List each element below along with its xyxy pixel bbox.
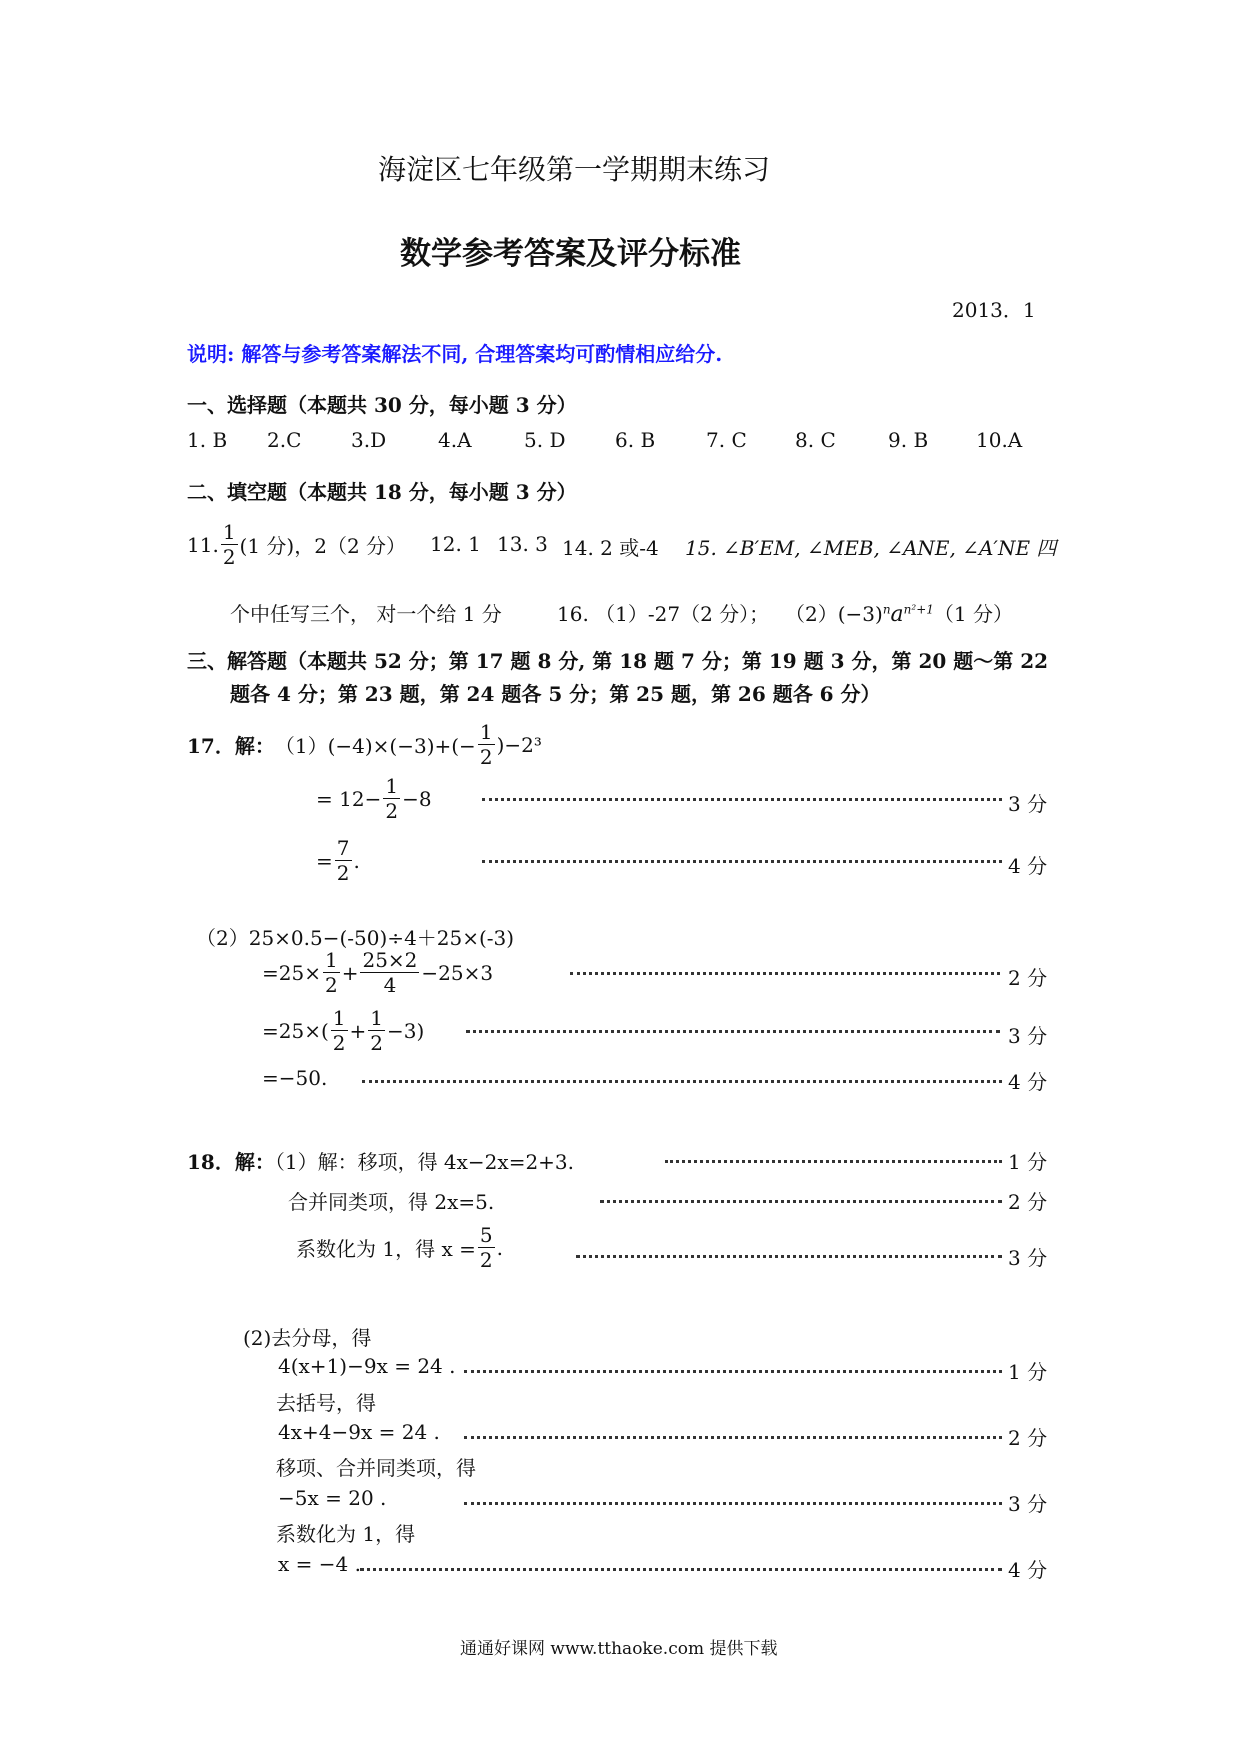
denominator: 2 [222,545,236,569]
step-b: −25×3 [421,960,494,985]
dotted-leader [466,1030,1000,1033]
plus: + [349,1018,367,1043]
q17-label: 17．解： [187,734,275,758]
denominator: 2 [336,861,350,885]
q16-score: （1 分） [933,602,1013,626]
score: 2 分 [1008,966,1048,990]
numerator: 7 [336,836,350,860]
section1-heading: 一、选择题（本题共 30 分，每小题 3 分） [187,393,577,417]
q18-label: 18．解： [187,1150,275,1174]
fraction [331,1008,348,1053]
q16-exp-n: n [882,602,891,617]
dotted-leader [464,1436,1002,1439]
fraction [323,950,340,995]
score: 4 分 [1008,1558,1048,1582]
q17-part1-expression [187,722,542,767]
section2-heading: 二、填空题（本题共 18 分，每小题 3 分） [187,480,577,504]
footer-text: 通通好课网 www.tthaoke.com 提供下载 [460,1639,778,1659]
q18-part2-eq4: x = −4 . [278,1552,361,1576]
score: 3 分 [1008,1492,1048,1516]
q18-part2-step: 系数化为 1，得 [276,1522,416,1546]
q11-answer [187,522,406,567]
denominator: 2 [324,973,338,997]
q15-answer: 15. ∠B′EM, ∠MEB, ∠ANE, ∠A′NE 四 [685,536,1057,560]
expr-a: （1）(−4)×(−3)+(− [274,734,476,758]
expr-b: )−2³ [496,732,542,757]
q16-base: （2）(−3) [785,602,883,626]
q17-part2-step2 [262,1008,424,1053]
q11-rest: (1 分)，2（2 分） [239,534,407,558]
grading-note: 说明: 解答与参考答案解法不同, 合理答案均可酌情相应给分. [187,342,723,366]
numerator: 1 [479,720,493,744]
q18-part2-eq1: 4(x+1)−9x = 24 . [278,1354,456,1378]
answer-item: 10.A [976,428,1023,452]
page-subtitle: 数学参考答案及评分标准 [400,236,741,272]
plus: + [341,960,359,985]
denominator: 4 [383,973,397,997]
q18-part1-step3 [296,1225,503,1270]
denominator: 2 [479,745,493,769]
numerator: 25×2 [362,948,418,972]
q18-part2-step: 移项、合并同类项，得 [276,1456,476,1480]
q18-part2-eq2: 4x+4−9x = 24 . [278,1420,440,1444]
answer-item: 6. B [615,428,656,452]
dotted-leader [600,1200,1002,1203]
numerator: 1 [332,1006,346,1030]
fraction [221,522,238,567]
score: 2 分 [1008,1190,1048,1214]
q18-part1-step1 [187,1146,574,1175]
denominator: 2 [370,1031,384,1055]
numerator: 1 [385,774,399,798]
dotted-leader [576,1255,1002,1258]
q18-part1-step2: 合并同类项，得 2x=5. [288,1190,495,1214]
section3-heading-line2: 题各 4 分；第 23 题，第 24 题各 5 分；第 25 题，第 26 题各 6 分） [230,682,881,706]
fraction [478,722,495,767]
denominator: 2 [479,1248,493,1272]
numerator: 1 [370,1006,384,1030]
step-a: =25×( [262,1018,329,1043]
dotted-leader [665,1160,1002,1163]
score: 3 分 [1008,792,1048,816]
dotted-leader [464,1502,1002,1505]
step-b: . [496,1235,503,1260]
denominator: 2 [385,799,399,823]
q17-part2-result: =−50. [262,1066,328,1090]
q18-part2-step: 去括号，得 [276,1391,376,1415]
answer-item: 8. C [795,428,836,452]
score: 4 分 [1008,1070,1048,1094]
section3-heading-line1: 三、解答题（本题共 52 分；第 17 题 8 分, 第 18 题 7 分；第 19 题 3 分，第 20 题～第 22 [187,649,1049,673]
step-a: =25× [262,960,321,985]
q18-part2-eq3: −5x = 20 . [278,1486,387,1510]
score: 3 分 [1008,1246,1048,1270]
page-title: 海淀区七年级第一学期期末练习 [378,153,771,186]
q17-part2-expression: （2）25×0.5−(-50)÷4＋25×(-3) [196,926,515,950]
dotted-leader [570,972,1000,975]
dotted-leader [362,1080,1002,1083]
score: 3 分 [1008,1024,1048,1048]
step-a: = [316,848,333,873]
fraction [335,838,352,883]
date: 2013．1 [952,298,1036,322]
q16-part2 [785,598,1013,627]
numerator: 1 [324,948,338,972]
denominator: 2 [332,1031,346,1055]
score: 1 分 [1008,1360,1048,1384]
dotted-leader [360,1568,1002,1571]
dotted-leader [464,1370,1002,1373]
q15-continuation: 个中任写三个， 对一个给 1 分 [230,602,502,626]
answer-item: 5. D [524,428,566,452]
fraction [368,1008,385,1053]
fraction [478,1225,495,1270]
fraction [360,950,419,995]
step-b: −8 [402,786,432,811]
step-a: = 12− [316,786,382,811]
q12-answer: 12. 1 [430,532,481,556]
step-text: （1）解：移项，得 4x−2x=2+3. [274,1150,575,1174]
dotted-leader [482,798,1002,801]
q11-prefix: 11. [187,532,219,557]
step-b: −3) [387,1018,425,1043]
q17-step1 [316,776,432,821]
answer-item: 9. B [888,428,929,452]
q16-exp: n²+1 [903,602,934,617]
q17-part2-step1 [262,950,493,995]
fraction [383,776,400,821]
q16-a: a [890,602,904,627]
answer-item: 1. B [187,428,228,452]
step-a: 系数化为 1，得 x = [296,1237,476,1261]
answer-item: 4.A [438,428,472,452]
answer-item: 2.C [267,428,302,452]
answer-item: 3.D [351,428,387,452]
q13-answer: 13. 3 [497,532,548,556]
numerator: 1 [222,520,236,544]
q14-answer: 14. 2 或-4 [562,536,659,560]
score: 4 分 [1008,854,1048,878]
q18-part2-intro: (2)去分母，得 [243,1326,372,1350]
step-b: . [353,848,360,873]
dotted-leader [482,860,1002,863]
score: 1 分 [1008,1150,1048,1174]
score: 2 分 [1008,1426,1048,1450]
answer-item: 7. C [706,428,747,452]
q17-step2 [316,838,360,883]
numerator: 5 [479,1223,493,1247]
q16-part1: 16. （1）-27（2 分）； [557,602,770,626]
